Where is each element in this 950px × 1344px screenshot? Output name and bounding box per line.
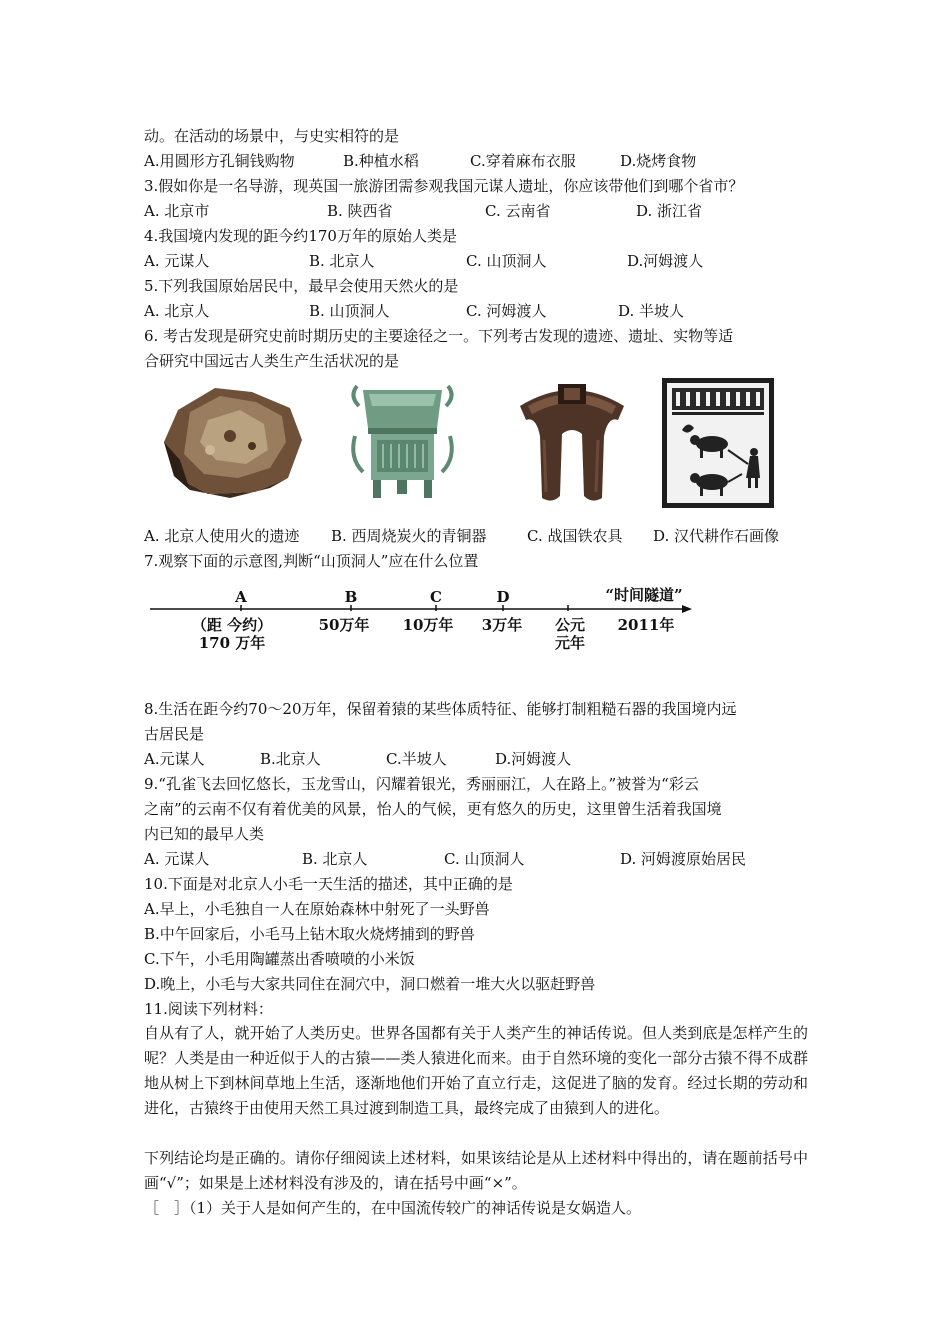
q3-option-c: C. 云南省 [485, 202, 551, 220]
q6-option-c: C. 战国铁农具 [527, 527, 623, 545]
q9-options [144, 849, 824, 869]
q3-option-b: B. 陕西省 [327, 202, 393, 220]
q10-option-c: C.下午，小毛用陶罐蒸出香喷喷的小米饭 [144, 950, 415, 968]
timeline-title: “时间隧道” [605, 586, 683, 604]
q2-option-d: D.烧烤食物 [620, 152, 697, 170]
q2-option-a: A.用圆形方孔铜钱购物 [144, 152, 295, 170]
q5-stem: 5.下列我国原始居民中，最早会使用天然火的是 [144, 277, 459, 295]
q10-stem: 10.下面是对北京人小毛一天生活的描述，其中正确的是 [144, 875, 513, 893]
q9-option-c: C. 山顶洞人 [444, 850, 525, 868]
q6-stem-line1: 6. 考古发现是研究史前时期历史的主要途径之一。下列考古发现的遗迹、遗址、实物等适 [144, 327, 734, 345]
q9-stem-line3: 内已知的最早人类 [144, 825, 265, 843]
timeline-label-d: 3万年 [481, 616, 523, 634]
q3-option-a: A. 北京市 [144, 202, 210, 220]
q9-option-b: B. 北京人 [302, 850, 368, 868]
q9-option-d: D. 河姆渡原始居民 [620, 850, 747, 868]
q8-option-d: D.河姆渡人 [495, 750, 572, 768]
q6-stem-line2: 合研究中国远古人类生产生活状况的是 [144, 352, 400, 370]
timeline-marker-b: B [344, 588, 358, 606]
q4-option-c: C. 山顶洞人 [466, 252, 547, 270]
peking-man-fire-remains-image [160, 380, 305, 500]
q10-option-a: A.早上，小毛独自一人在原始森林中射死了一头野兽 [144, 900, 490, 918]
q2-options [144, 151, 824, 171]
q6-option-d: D. 汉代耕作石画像 [653, 527, 780, 545]
q11-item-1: ［ ］（1）关于人是如何产生的，在中国流传较广的神话传说是女娲造人。 [144, 1199, 642, 1217]
timeline-label-b: 50万年 [318, 616, 370, 634]
timeline-arrow-head [682, 605, 692, 613]
timeline-label-f: 2011年 [617, 616, 675, 634]
q8-option-b: B.北京人 [260, 750, 321, 768]
q11-material: 自从有了人，就开始了人类历史。世界各国都有关于人类产生的神话传说。但人类到底是怎样产生的呢？人类是由一种近似于人的古猿——类人猿进化而来。由于自然环境的变化一部分古猿不得不成群地从树上下到林间草地上生活，逐渐地他们开始了直立行走，这促进了脑的发育。经过长期的劳动和进化，古猿终于由使用天然工具过渡到制造工具，最终完成了由猿到人的进化。 [144, 1024, 808, 1117]
time-tunnel-diagram [140, 578, 720, 658]
han-plowing-relief-image [662, 378, 774, 508]
iron-farm-tool-image [512, 376, 632, 506]
bronze-brazier-image [345, 378, 460, 503]
q7-stem: 7.观察下面的示意图,判断“山顶洞人”应在什么位置 [144, 552, 479, 570]
q10-option-d: D.晚上，小毛与大家共同住在洞穴中，洞口燃着一堆大火以驱赶野兽 [144, 975, 596, 993]
timeline-marker-c: C [430, 588, 442, 606]
timeline-label-a-line1: （距 今约） [191, 616, 273, 634]
q2-option-c: C.穿着麻布衣服 [470, 152, 576, 170]
q4-option-a: A. 元谋人 [144, 252, 210, 270]
q8-options [144, 749, 824, 769]
timeline-label-e-line2: 元年 [554, 634, 586, 652]
q2-stem-tail: 动。在活动的场景中，与史实相符的是 [144, 127, 400, 145]
q4-options [144, 251, 824, 271]
timeline-marker-a: A [235, 588, 247, 606]
q3-stem: 3.假如你是一名导游，现英国一旅游团需参观我国元谋人遗址，你应该带他们到哪个省市？ [144, 177, 744, 195]
q5-options [144, 301, 824, 321]
q9-stem-line1: 9.“孔雀飞去回忆悠长，玉龙雪山，闪耀着银光，秀丽丽江，人在路上。”被誉为“彩云 [144, 775, 699, 793]
q8-stem-line1: 8.生活在距今约70～20万年，保留着猿的某些体质特征、能够打制粗糙石器的我国境内远 [144, 700, 737, 718]
q5-option-d: D. 半坡人 [618, 302, 685, 320]
q8-stem-line2: 古居民是 [144, 725, 205, 743]
timeline-label-e-line1: 公元 [554, 616, 586, 634]
q4-option-b: B. 北京人 [309, 252, 375, 270]
timeline-label-a-line2: 170 万年 [198, 634, 266, 652]
q3-option-d: D. 浙江省 [636, 202, 703, 220]
q8-option-c: C.半坡人 [386, 750, 447, 768]
q8-option-a: A.元谋人 [144, 750, 205, 768]
q5-option-b: B. 山顶洞人 [309, 302, 390, 320]
q4-stem: 4.我国境内发现的距今约170万年的原始人类是 [144, 227, 457, 245]
q3-options [144, 201, 824, 221]
q9-stem-line2: 之南”的云南不仅有着优美的风景，怡人的气候，更有悠久的历史，这里曾生活着我国境 [144, 800, 722, 818]
q11-stem: 11.阅读下列材料： [144, 1000, 273, 1018]
q5-option-c: C. 河姆渡人 [466, 302, 547, 320]
q4-option-d: D.河姆渡人 [627, 252, 704, 270]
q6-option-b: B. 西周烧炭火的青铜器 [331, 527, 487, 545]
timeline-marker-d: D [496, 588, 510, 606]
q2-option-b: B.种植水稻 [343, 152, 419, 170]
q10-option-b: B.中午回家后，小毛马上钻木取火烧烤捕到的野兽 [144, 925, 475, 943]
q6-options [144, 526, 824, 546]
q9-option-a: A. 元谋人 [144, 850, 210, 868]
timeline-label-c: 10万年 [402, 616, 454, 634]
q6-option-a: A. 北京人使用火的遗迹 [144, 527, 300, 545]
q5-option-a: A. 北京人 [144, 302, 210, 320]
q11-instruction: 下列结论均是正确的。请你仔细阅读上述材料，如果该结论是从上述材料中得出的，请在题前括号中画“√”；如果是上述材料没有涉及的，请在括号中画“×”。 [144, 1149, 808, 1192]
